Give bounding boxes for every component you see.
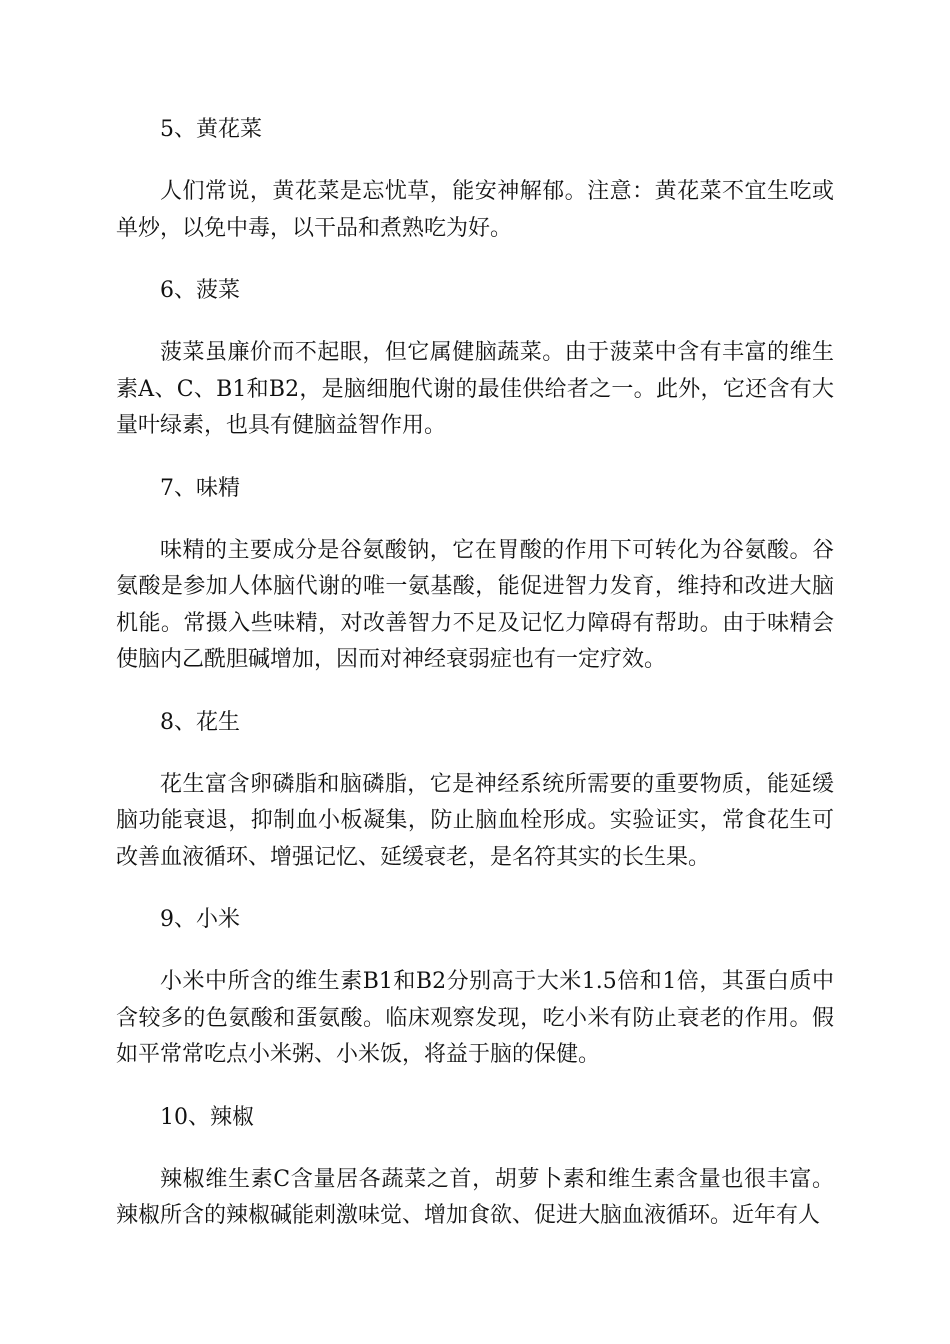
section-heading: 6、菠菜 xyxy=(160,278,240,303)
section-paragraph: 小米中所含的维生素B1和B2分别高于大米1.5倍和1倍，其蛋白质中含较多的色氨酸和蛋氨酸。临床观察发现，吃小米有防止衰老的作用。假如平常常吃点小米粥、小米饭，将益于脑的保健。 xyxy=(116,969,834,1067)
section-heading: 5、黄花菜 xyxy=(160,117,262,142)
section-paragraph: 辣椒维生素C含量居各蔬菜之首，胡萝卜素和维生素含量也很丰富。辣椒所含的辣椒碱能刺激味觉、增加食欲、促进大脑血液循环。近年有人 xyxy=(116,1166,834,1228)
section-paragraph: 味精的主要成分是谷氨酸钠，它在胃酸的作用下可转化为谷氨酸。谷氨酸是参加人体脑代谢的唯一氨基酸，能促进智力发育，维持和改进大脑机能。常摄入些味精，对改善智力不足及记忆力障碍有帮助。由于味精会使脑内乙酰胆碱增加，因而对神经衰弱症也有一定疗效。 xyxy=(116,537,834,672)
section-paragraph: 花生富含卵磷脂和脑磷脂，它是神经系统所需要的重要物质，能延缓脑功能衰退，抑制血小板凝集，防止脑血栓形成。实验证实，常食花生可改善血液循环、增强记忆、延缓衰老，是名符其实的长生果。 xyxy=(116,771,834,870)
section-heading: 7、味精 xyxy=(160,475,240,501)
document-body xyxy=(116,108,834,1257)
section-paragraph: 菠菜虽廉价而不起眼，但它属健脑蔬菜。由于菠菜中含有丰富的维生素A、C、B1和B2，是脑细胞代谢的最佳供给者之一。此外，它还含有大量叶绿素，也具有健脑益智作用。 xyxy=(116,340,834,438)
section-heading: 9、小米 xyxy=(160,907,240,932)
section-paragraph: 人们常说，黄花菜是忘忧草，能安神解郁。注意：黄花菜不宜生吃或单炒，以免中毒，以干品和煮熟吃为好。 xyxy=(116,179,834,241)
section-heading: 8、花生 xyxy=(160,709,240,735)
section-heading: 10、辣椒 xyxy=(160,1104,254,1130)
